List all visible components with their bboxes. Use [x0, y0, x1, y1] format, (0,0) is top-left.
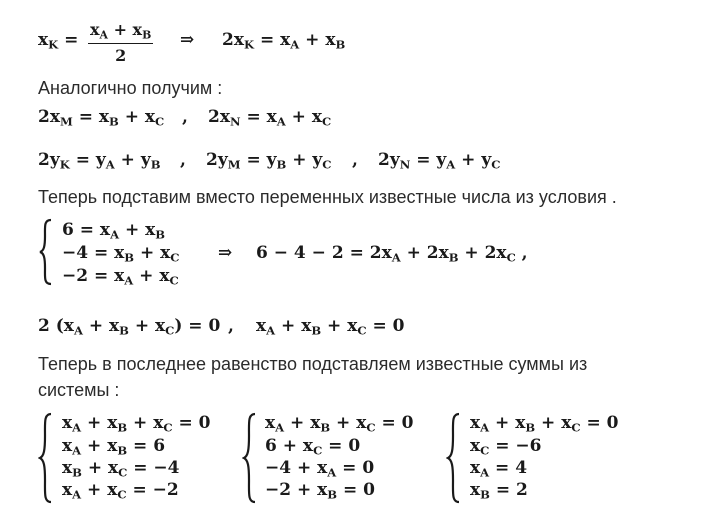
separator: , [228, 316, 234, 336]
system1-line: $6 = x_A + x_B$ [62, 220, 166, 242]
text-substitute: Теперь подставим вместо переменных известные числа из условия . [38, 187, 617, 207]
system2-line: $x_A + x_C = -2$ [62, 480, 179, 502]
text-last-line2: системы : [38, 380, 120, 400]
equation-2yn: $2y_N = y_A + y_C$ [378, 150, 501, 172]
brace-icon [446, 412, 462, 504]
system4-line: $x_C = -6$ [470, 436, 542, 458]
equation-xk-lhs: $x_K$ = [38, 30, 79, 52]
separator: , [352, 150, 358, 170]
equation-2xn: $2x_N = x_A + x_C$ [208, 107, 332, 129]
fraction-numerator: $x_A + x_B$ [90, 20, 152, 42]
equation-2yk: $2y_K = y_A + y_B$ [38, 150, 161, 172]
brace-icon [38, 218, 54, 286]
system3-line: $-4 + x_A = 0$ [265, 458, 375, 480]
system3-line: $-2 + x_B = 0$ [265, 480, 375, 502]
system4-line: $x_A = 4$ [470, 458, 528, 480]
separator: , [180, 150, 186, 170]
system1-line: $-4 = x_B + x_C$ [62, 243, 180, 265]
system2-line: $x_A + x_B = 6$ [62, 436, 166, 458]
equation-2-sum: 2 $(x_A + x_B + x_C) = 0$ [38, 316, 221, 338]
brace-icon [38, 412, 54, 504]
brace-icon [242, 412, 258, 504]
equation-sum-result: $6 - 4 - 2 = 2x_A + 2x_B + 2x_C$ , [256, 243, 528, 265]
system4-line: $x_A + x_B + x_C = 0$ [470, 413, 619, 435]
system4-line: $x_B = 2$ [470, 480, 528, 502]
text-analog: Аналогично получим : [38, 78, 223, 98]
implies-arrow: ⇒ [180, 30, 195, 50]
fraction-denominator: 2 [115, 46, 127, 66]
system2-line: $x_A + x_B + x_C = 0$ [62, 413, 211, 435]
system3-line: $6 + x_C = 0$ [265, 436, 361, 458]
equation-2xm: $2x_M = x_B + x_C$ [38, 107, 165, 129]
system2-line: $x_B + x_C = -4$ [62, 458, 180, 480]
text-last-line1: Теперь в последнее равенство подставляем известные суммы из [38, 354, 588, 374]
fraction-bar [88, 43, 153, 44]
equation-sum-zero: $x_A + x_B + x_C = 0$ [256, 316, 405, 338]
implies-arrow: ⇒ [218, 243, 233, 263]
equation-2ym: $2y_M = y_B + y_C$ [206, 150, 332, 172]
system3-line: $x_A + x_B + x_C = 0$ [265, 413, 414, 435]
equation-2xk: $2x_K = x_A + x_B$ [222, 30, 346, 52]
system1-line: $-2 = x_A + x_C$ [62, 266, 179, 288]
fraction-xk [88, 20, 153, 65]
separator: , [182, 107, 188, 127]
